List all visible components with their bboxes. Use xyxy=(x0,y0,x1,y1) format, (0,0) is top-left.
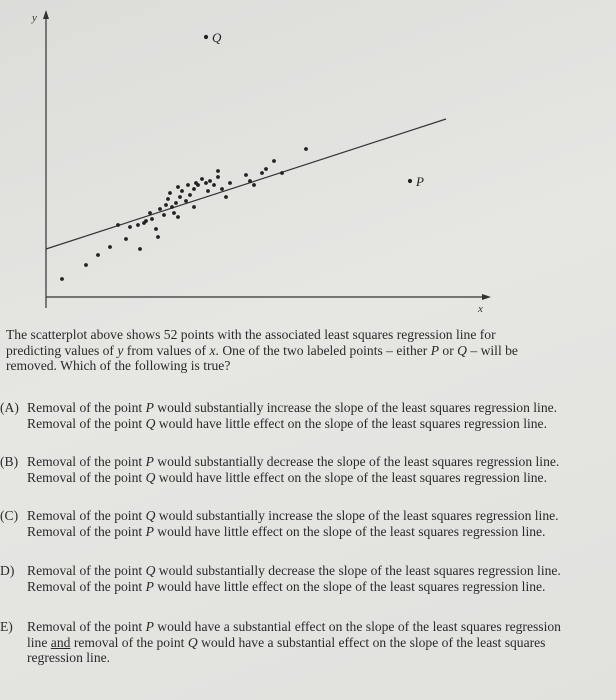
data-point xyxy=(272,159,276,163)
choice-d xyxy=(0,563,582,594)
data-point xyxy=(170,205,174,209)
data-point xyxy=(176,215,180,219)
data-point xyxy=(248,179,252,183)
data-point xyxy=(156,235,160,239)
data-point xyxy=(204,181,208,185)
scatterplot xyxy=(0,0,616,320)
data-point xyxy=(144,219,148,223)
data-point xyxy=(264,167,268,171)
data-points xyxy=(60,147,308,281)
data-point xyxy=(192,187,196,191)
choice-text: Removal of the point Q would substantially decrease the slope of the least squares regression line. Removal of the point P would have little effect on the slope of the least squares regression line. xyxy=(27,563,561,594)
choice-b xyxy=(0,454,582,485)
data-point xyxy=(136,223,140,227)
data-point xyxy=(180,189,184,193)
choice-text: Removal of the point P would substantially increase the slope of the least squares regression line. Removal of the point Q would have little effect on the slope of the least squares regression line. xyxy=(27,400,558,431)
choice-letter: (C) xyxy=(0,508,19,523)
data-point xyxy=(206,189,210,193)
y-axis-label: y xyxy=(32,12,37,24)
data-point xyxy=(220,187,224,191)
data-point xyxy=(252,183,256,187)
data-point xyxy=(196,183,200,187)
data-point xyxy=(148,211,152,215)
choice-text: Removal of the point Q would substantially increase the slope of the least squares regression line. Removal of the point P would have little effect on the slope of the least squares regression line. xyxy=(27,508,559,539)
data-point xyxy=(84,263,88,267)
choice-text: Removal of the point P would substantially decrease the slope of the least squares regression line. Removal of the point Q would have little effect on the slope of the least squares regression line. xyxy=(27,454,560,485)
data-point xyxy=(162,213,166,217)
data-point xyxy=(178,195,182,199)
choice-a xyxy=(0,400,582,431)
question-text: The scatterplot above shows 52 points with the associated least squares regression line for predicting values of y from values of x. One of the two labeled points – either P or Q – will be removed. Which of the following is true? xyxy=(6,327,518,373)
data-point xyxy=(200,177,204,181)
data-point xyxy=(108,245,112,249)
choice-letter: (B) xyxy=(0,454,19,469)
data-point xyxy=(124,237,128,241)
data-point xyxy=(128,225,132,229)
data-point xyxy=(260,171,264,175)
choice-letter: E) xyxy=(0,619,13,634)
data-point xyxy=(224,195,228,199)
labeled-points xyxy=(204,30,424,189)
labeled-point-p xyxy=(408,179,412,183)
data-point xyxy=(186,183,190,187)
data-point xyxy=(164,203,168,207)
data-point xyxy=(208,179,212,183)
x-axis-arrow xyxy=(482,294,491,300)
labeled-point-q xyxy=(204,35,208,39)
data-point xyxy=(168,191,172,195)
data-point xyxy=(176,185,180,189)
data-point xyxy=(304,147,308,151)
choice-letter: D) xyxy=(0,563,15,578)
data-point xyxy=(216,175,220,179)
point-label-p: P xyxy=(416,174,424,189)
data-point xyxy=(280,171,284,175)
data-point xyxy=(158,207,162,211)
data-point xyxy=(174,201,178,205)
choice-letter: (A) xyxy=(0,400,19,415)
data-point xyxy=(154,227,158,231)
data-point xyxy=(212,183,216,187)
choice-c xyxy=(0,508,582,539)
data-point xyxy=(244,173,248,177)
data-point xyxy=(192,205,196,209)
y-axis-arrow xyxy=(43,10,49,19)
x-axis-label: x xyxy=(478,303,483,315)
point-label-q: Q xyxy=(212,30,222,45)
choice-e xyxy=(0,619,582,666)
data-point xyxy=(228,181,232,185)
data-point xyxy=(116,223,120,227)
data-point xyxy=(138,247,142,251)
data-point xyxy=(216,169,220,173)
data-point xyxy=(172,211,176,215)
choice-text: Removal of the point P would have a substantial effect on the slope of the least squares regression line and removal of the point Q would have a substantial effect on the slope of the least squares regression line. xyxy=(27,619,561,666)
regression-line xyxy=(46,119,446,249)
data-point xyxy=(96,253,100,257)
data-point xyxy=(60,277,64,281)
data-point xyxy=(150,217,154,221)
data-point xyxy=(188,193,192,197)
data-point xyxy=(184,199,188,203)
data-point xyxy=(166,197,170,201)
